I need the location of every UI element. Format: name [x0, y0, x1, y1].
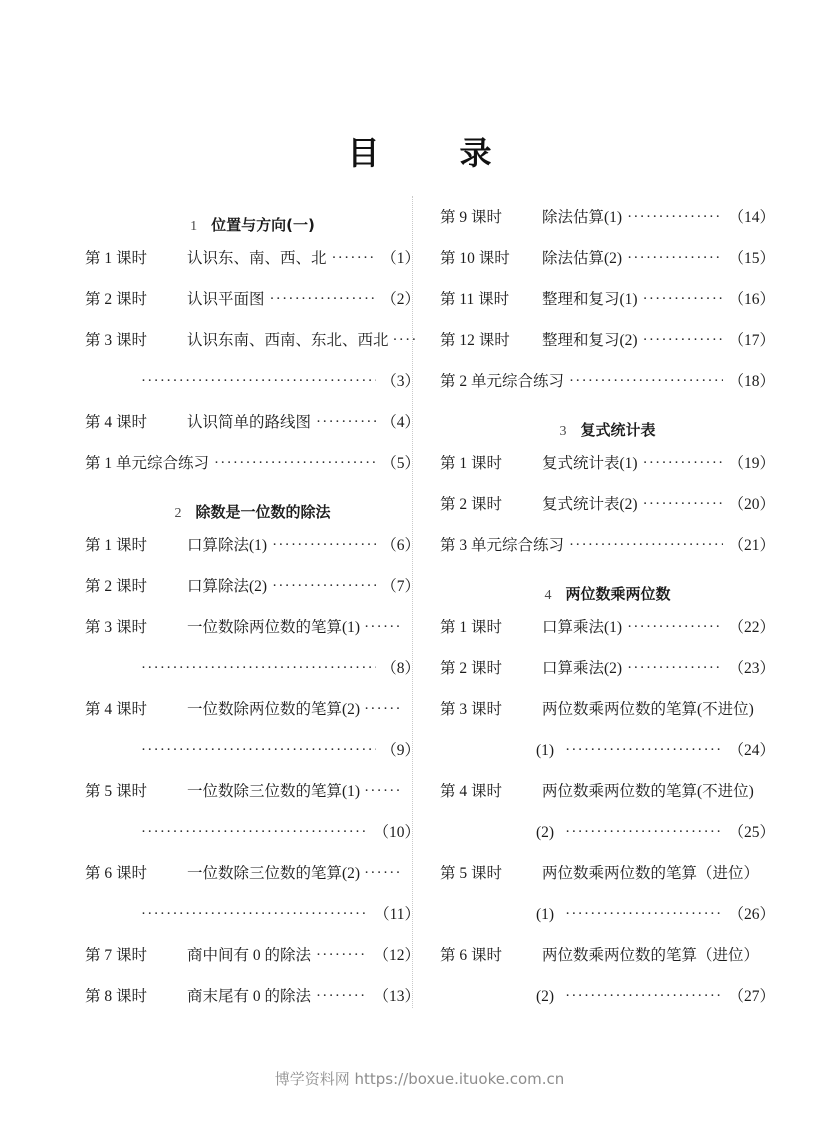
continuation-label: (1) [536, 742, 555, 759]
toc-entry[interactable] [85, 697, 420, 738]
page-number: （5） [381, 455, 420, 472]
entry-title: 认识东、南、西、北 [187, 250, 327, 267]
dot-leader [565, 742, 723, 759]
lesson-label: 第 3 单元综合练习 [440, 537, 565, 554]
page-number: （27） [728, 988, 775, 1005]
section-title: 复式统计表 [580, 421, 656, 439]
lesson-label: 第 3 课时 [85, 619, 148, 636]
lesson-label: 第 6 课时 [85, 865, 148, 882]
entry-title: 两位数乘两位数的笔算(不进位) [542, 701, 754, 718]
toc-section-header [85, 492, 420, 533]
lesson-label: 第 4 课时 [85, 414, 148, 431]
toc-column-left [85, 205, 420, 1025]
toc-entry[interactable] [440, 246, 775, 287]
page-number: （4） [381, 414, 420, 431]
toc-entry[interactable] [440, 369, 775, 410]
lesson-label: 第 8 课时 [85, 988, 148, 1005]
dot-leader [316, 947, 368, 964]
dot-leader [569, 537, 723, 554]
dot-leader [141, 742, 376, 759]
entry-title: 一位数除三位数的笔算(2) [187, 865, 361, 882]
dot-leader [364, 865, 415, 882]
lesson-label: 第 9 课时 [440, 209, 503, 226]
continuation-label: (2) [536, 988, 555, 1005]
entry-title: 商末尾有 0 的除法 [187, 988, 312, 1005]
toc-entry[interactable] [440, 328, 775, 369]
section-title: 两位数乘两位数 [565, 585, 671, 603]
toc-entry[interactable] [440, 615, 775, 656]
section-number: 1 [190, 219, 198, 234]
lesson-label: 第 7 课时 [85, 947, 148, 964]
section-number: 3 [559, 424, 567, 439]
dot-leader [393, 332, 415, 349]
lesson-label: 第 5 课时 [85, 783, 148, 800]
entry-title: 口算除法(2) [187, 578, 268, 595]
lesson-label: 第 3 课时 [440, 701, 503, 718]
lesson-label: 第 1 单元综合练习 [85, 455, 210, 472]
dot-leader [332, 250, 377, 267]
entry-title: 复式统计表(1) [542, 455, 638, 472]
toc-entry[interactable] [440, 492, 775, 533]
dot-leader [569, 373, 723, 390]
dot-leader [643, 291, 724, 308]
dot-leader [141, 660, 376, 677]
section-number: 4 [544, 588, 552, 603]
dot-leader [316, 988, 368, 1005]
toc-continuation-row[interactable] [440, 820, 775, 861]
page-number: （11） [374, 906, 420, 923]
toc-continuation-row[interactable] [440, 984, 775, 1025]
toc-continuation-row[interactable] [85, 656, 420, 697]
lesson-label: 第 2 课时 [440, 660, 503, 677]
page-number: （18） [728, 373, 775, 390]
toc-column-right [440, 205, 775, 1025]
continuation-label: (2) [536, 824, 555, 841]
toc-section-header [440, 574, 775, 615]
toc-continuation-row[interactable] [440, 902, 775, 943]
lesson-label: 第 2 单元综合练习 [440, 373, 565, 390]
dot-leader [141, 373, 376, 390]
page-number: （3） [381, 373, 420, 390]
entry-title: 一位数除三位数的笔算(1) [187, 783, 361, 800]
toc-entry[interactable] [85, 410, 420, 451]
toc-continuation-row[interactable] [440, 738, 775, 779]
dot-leader [565, 824, 723, 841]
page-number: （9） [381, 742, 420, 759]
page-number: （21） [728, 537, 775, 554]
toc-entry[interactable] [85, 287, 420, 328]
dot-leader [364, 783, 415, 800]
dot-leader [141, 824, 368, 841]
entry-title: 认识东南、西南、东北、西北 [187, 332, 389, 349]
toc-entry[interactable] [85, 574, 420, 615]
page-number: （10） [373, 824, 420, 841]
page-number: （8） [381, 660, 420, 677]
page-number: （19） [728, 455, 775, 472]
section-number: 2 [174, 506, 182, 521]
entry-title: 两位数乘两位数的笔算（进位） [542, 865, 760, 882]
toc-entry[interactable] [440, 287, 775, 328]
toc-entry[interactable] [85, 943, 420, 984]
page-number: （15） [728, 250, 775, 267]
toc-entry[interactable] [440, 943, 775, 984]
toc-entry[interactable] [440, 533, 775, 574]
toc-continuation-row[interactable] [85, 902, 420, 943]
dot-leader [627, 209, 723, 226]
footer-watermark: 博学资料网 https://boxue.ituoke.com.cn [274, 1070, 565, 1088]
toc-entry[interactable] [85, 615, 420, 656]
lesson-label: 第 2 课时 [85, 578, 148, 595]
toc-entry[interactable] [440, 656, 775, 697]
page-number: （20） [728, 496, 775, 513]
dot-leader [272, 537, 376, 554]
lesson-label: 第 4 课时 [440, 783, 503, 800]
lesson-label: 第 3 课时 [85, 332, 148, 349]
lesson-label: 第 1 课时 [440, 455, 503, 472]
page-number: （24） [728, 742, 775, 759]
page-number: （13） [373, 988, 420, 1005]
entry-title: 口算除法(1) [187, 537, 268, 554]
toc-entry[interactable] [440, 697, 775, 738]
entry-title: 两位数乘两位数的笔算(不进位) [542, 783, 754, 800]
toc-entry[interactable] [85, 779, 420, 820]
toc-section-header [85, 205, 420, 246]
page-number: （1） [381, 250, 420, 267]
toc-entry[interactable] [440, 861, 775, 902]
dot-leader [627, 660, 723, 677]
toc-entry[interactable] [85, 328, 420, 369]
page-number: （16） [728, 291, 775, 308]
toc-continuation-row[interactable] [85, 369, 420, 410]
entry-title: 认识简单的路线图 [187, 414, 312, 431]
page-number: （17） [728, 332, 775, 349]
entry-title: 除法估算(1) [542, 209, 623, 226]
toc-continuation-row[interactable] [85, 820, 420, 861]
lesson-label: 第 6 课时 [440, 947, 503, 964]
lesson-label: 第 2 课时 [440, 496, 503, 513]
entry-title: 一位数除两位数的笔算(1) [187, 619, 361, 636]
page-title: 目 录 [347, 134, 516, 172]
lesson-label: 第 11 课时 [440, 291, 510, 308]
toc-entry[interactable] [440, 779, 775, 820]
toc-continuation-row[interactable] [85, 738, 420, 779]
page-number: （22） [728, 619, 775, 636]
lesson-label: 第 12 课时 [440, 332, 510, 349]
dot-leader [270, 291, 377, 308]
dot-leader [643, 332, 724, 349]
dot-leader [627, 250, 723, 267]
lesson-label: 第 2 课时 [85, 291, 148, 308]
toc-entry[interactable] [85, 533, 420, 574]
dot-leader [141, 906, 369, 923]
dot-leader [627, 619, 723, 636]
lesson-label: 第 1 课时 [85, 537, 148, 554]
toc-entry[interactable] [85, 984, 420, 1025]
dot-leader [643, 455, 724, 472]
continuation-label: (1) [536, 906, 555, 923]
dot-leader [272, 578, 376, 595]
page-number: （7） [381, 578, 420, 595]
entry-title: 除法估算(2) [542, 250, 623, 267]
toc-section-header [440, 410, 775, 451]
section-title: 除数是一位数的除法 [195, 503, 331, 521]
section-title: 位置与方向(一) [211, 216, 315, 234]
lesson-label: 第 4 课时 [85, 701, 148, 718]
page-number: （23） [728, 660, 775, 677]
toc-entry[interactable] [85, 451, 420, 492]
page-number: （12） [373, 947, 420, 964]
page-number: （2） [381, 291, 420, 308]
entry-title: 整理和复习(2) [542, 332, 638, 349]
dot-leader [364, 701, 415, 718]
page-number: （25） [728, 824, 775, 841]
entry-title: 商中间有 0 的除法 [187, 947, 312, 964]
toc-entry[interactable] [440, 451, 775, 492]
lesson-label: 第 1 课时 [85, 250, 148, 267]
page-number: （26） [728, 906, 775, 923]
toc-entry[interactable] [440, 205, 775, 246]
dot-leader [316, 414, 376, 431]
entry-title: 口算乘法(1) [542, 619, 623, 636]
toc-entry[interactable] [85, 861, 420, 902]
entry-title: 整理和复习(1) [542, 291, 638, 308]
lesson-label: 第 1 课时 [440, 619, 503, 636]
dot-leader [214, 455, 376, 472]
entry-title: 一位数除两位数的笔算(2) [187, 701, 361, 718]
toc-entry[interactable] [85, 246, 420, 287]
page-number: （14） [728, 209, 775, 226]
entry-title: 两位数乘两位数的笔算（进位） [542, 947, 760, 964]
entry-title: 认识平面图 [187, 291, 265, 308]
page-number: （6） [381, 537, 420, 554]
dot-leader [643, 496, 724, 513]
dot-leader [565, 906, 723, 923]
dot-leader [364, 619, 415, 636]
dot-leader [565, 988, 723, 1005]
entry-title: 复式统计表(2) [542, 496, 638, 513]
toc-columns [0, 205, 839, 1025]
lesson-label: 第 10 课时 [440, 250, 510, 267]
entry-title: 口算乘法(2) [542, 660, 623, 677]
lesson-label: 第 5 课时 [440, 865, 503, 882]
